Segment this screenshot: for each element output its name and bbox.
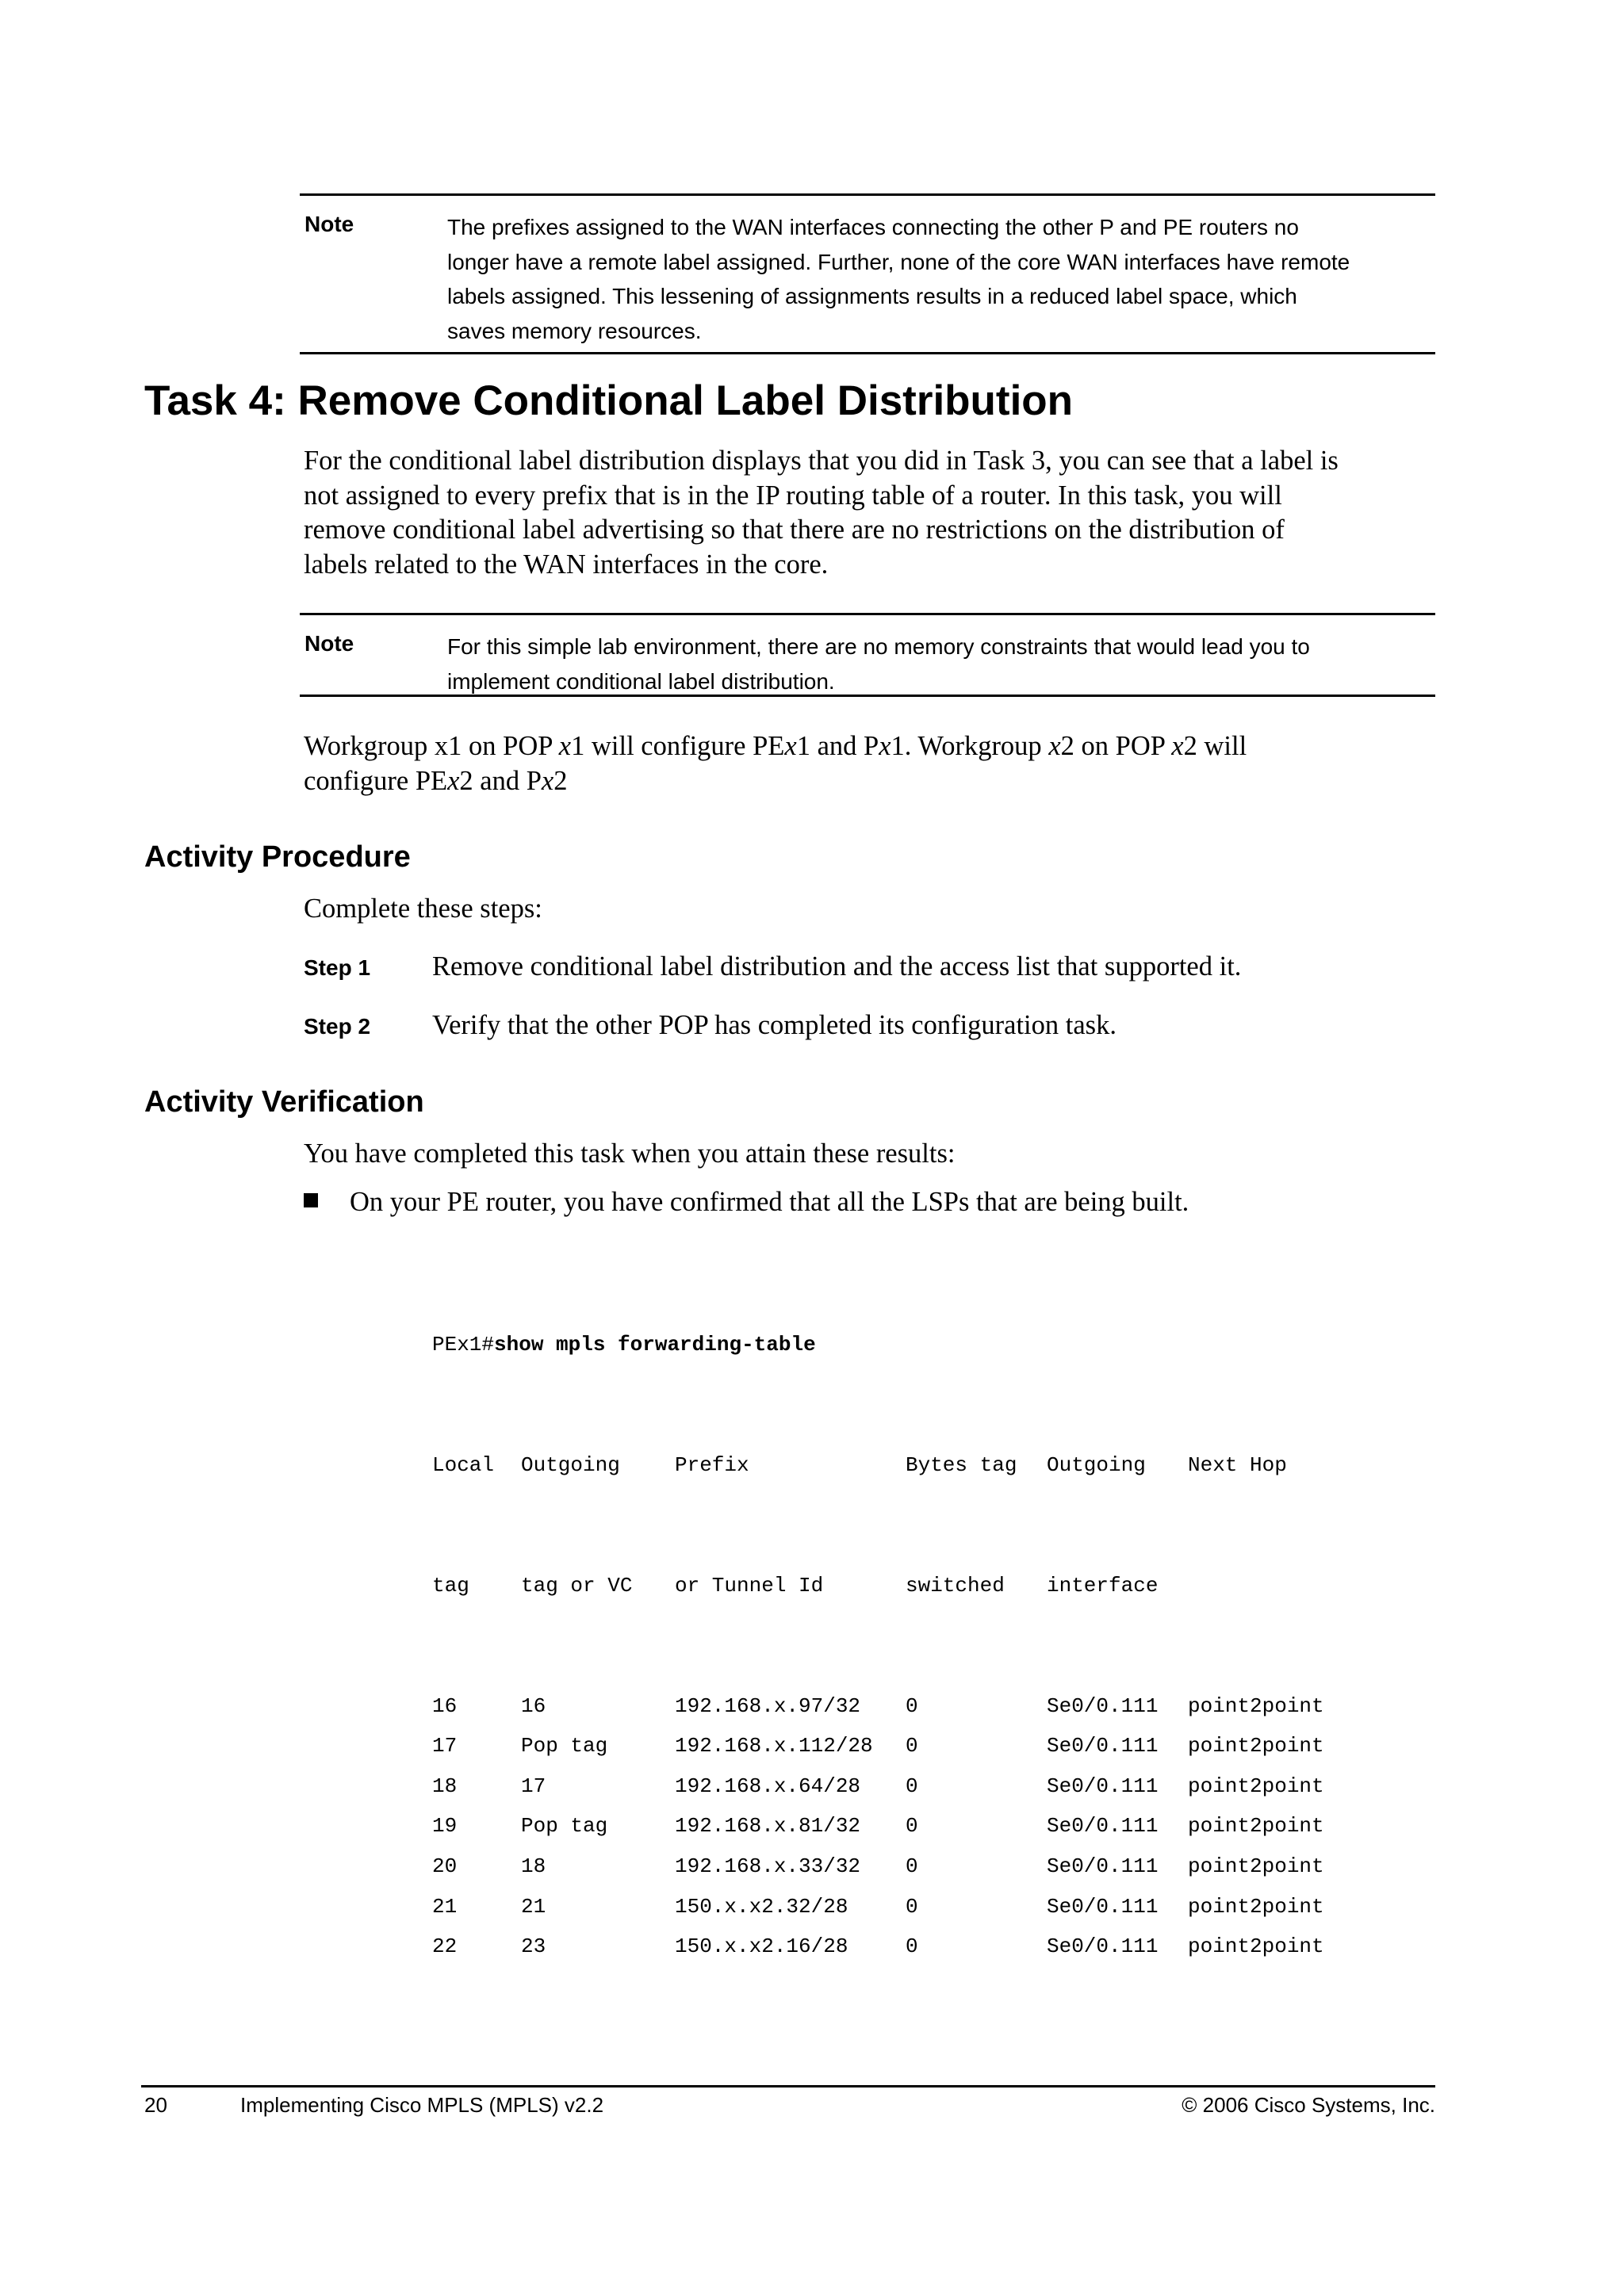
header-cell: Outgoing	[521, 1452, 620, 1477]
table-row	[432, 1806, 1324, 1846]
table-cell: 17	[432, 1734, 458, 1758]
table-cell: Se0/0.111	[1047, 1934, 1159, 1959]
intro-paragraph	[304, 444, 1438, 582]
note-line: The prefixes assigned to the WAN interfaces connecting the other P and PE routers no	[447, 215, 1299, 239]
note-text	[447, 210, 1431, 348]
table-cell: 192.168.x.64/28	[675, 1774, 861, 1798]
table-cell: 18	[432, 1774, 458, 1798]
table-cell: 16	[432, 1693, 458, 1718]
table-cell: point2point	[1188, 1774, 1324, 1798]
table-cell: 0	[906, 1854, 918, 1878]
header-cell: interface	[1047, 1573, 1159, 1598]
cli-prompt: PEx1#	[432, 1333, 495, 1357]
table-cell: 17	[521, 1774, 546, 1798]
table-row	[432, 1927, 1324, 1967]
bullet-square-icon	[304, 1193, 318, 1207]
table-cell: 0	[906, 1934, 918, 1959]
table-cell: point2point	[1188, 1854, 1324, 1878]
header-cell: tag	[432, 1573, 469, 1598]
note-line: saves memory resources.	[447, 318, 702, 343]
table-header-row	[432, 1445, 1287, 1486]
step-label: Step 1	[304, 955, 371, 980]
table-cell: 21	[521, 1894, 546, 1919]
footer-title: Implementing Cisco MPLS (MPLS) v2.2	[240, 2093, 604, 2117]
header-cell: Bytes tag	[906, 1452, 1017, 1477]
step-text: Verify that the other POP has completed its configuration task.	[432, 1010, 1116, 1040]
table-cell: Se0/0.111	[1047, 1894, 1159, 1919]
table-cell: Se0/0.111	[1047, 1734, 1159, 1758]
table-cell: 0	[906, 1894, 918, 1919]
intro-line: remove conditional label advertising so that there are no restrictions on the distribution of	[304, 515, 1285, 545]
workgroup-line-1: Workgroup x1 on POP x1 will configure PEx1 and Px1. Workgroup x2 on POP x2 will	[304, 731, 1247, 761]
table-cell: point2point	[1188, 1934, 1324, 1959]
table-cell: 21	[432, 1894, 458, 1919]
table-cell: 0	[906, 1734, 918, 1758]
table-cell: 192.168.x.112/28	[675, 1734, 873, 1758]
table-cell: 0	[906, 1814, 918, 1839]
code-block	[432, 1245, 1324, 2007]
table-cell: Se0/0.111	[1047, 1854, 1159, 1878]
verification-intro: You have completed this task when you attain these results:	[304, 1138, 956, 1169]
note-box-1	[300, 193, 1435, 354]
note-text	[447, 629, 1431, 698]
table-cell: 23	[521, 1934, 546, 1959]
table-cell: 18	[521, 1854, 546, 1878]
note-line: For this simple lab environment, there are no memory constraints that would lead you to	[447, 634, 1310, 659]
table-cell: Se0/0.111	[1047, 1814, 1159, 1839]
note-line: labels assigned. This lessening of assignments results in a reduced label space, which	[447, 284, 1297, 308]
note-label: Note	[304, 631, 354, 656]
table-cell: Pop tag	[521, 1734, 608, 1758]
intro-line: not assigned to every prefix that is in the IP routing table of a router. In this task, you will	[304, 480, 1282, 511]
note-line: longer have a remote label assigned. Further, none of the core WAN interfaces have remote	[447, 249, 1350, 274]
table-cell: Se0/0.111	[1047, 1774, 1159, 1798]
procedure-intro: Complete these steps:	[304, 894, 542, 924]
step-1	[304, 951, 1241, 982]
table-row	[432, 1887, 1324, 1927]
table-cell: 192.168.x.81/32	[675, 1814, 861, 1839]
note-line: implement conditional label distribution.	[447, 668, 835, 694]
table-cell: 192.168.x.97/32	[675, 1693, 861, 1718]
task-title: Task 4: Remove Conditional Label Distribution	[144, 377, 1074, 424]
table-cell: 20	[432, 1854, 458, 1878]
table-body	[432, 1686, 1324, 1967]
verification-heading: Activity Verification	[144, 1085, 424, 1119]
table-cell: 150.x.x2.16/28	[675, 1934, 848, 1959]
table-cell: point2point	[1188, 1814, 1324, 1839]
table-row	[432, 1726, 1324, 1766]
bullet-text: On your PE router, you have confirmed that all the LSPs that are being built.	[350, 1187, 1189, 1217]
workgroup-paragraph	[304, 729, 1438, 798]
table-row	[432, 1846, 1324, 1887]
table-cell: 150.x.x2.32/28	[675, 1894, 848, 1919]
intro-line: labels related to the WAN interfaces in the core.	[304, 549, 829, 580]
footer-copyright: © 2006 Cisco Systems, Inc.	[1182, 2093, 1435, 2117]
step-2	[304, 1010, 1116, 1041]
page-number: 20	[144, 2093, 167, 2117]
footer-rule	[141, 2085, 1435, 2087]
header-cell: switched	[906, 1573, 1005, 1598]
header-cell: Local	[432, 1452, 495, 1477]
bullet-item	[304, 1187, 1189, 1218]
table-row	[432, 1686, 1324, 1727]
note-label: Note	[304, 212, 354, 236]
table-cell: point2point	[1188, 1693, 1324, 1718]
header-cell: or Tunnel Id	[675, 1573, 824, 1598]
table-cell: Se0/0.111	[1047, 1693, 1159, 1718]
header-cell: Next Hop	[1188, 1452, 1287, 1477]
table-cell: 19	[432, 1814, 458, 1839]
note-box-2	[300, 613, 1435, 697]
workgroup-line-2: configure PEx2 and Px2	[304, 765, 568, 796]
header-cell: tag or VC	[521, 1573, 633, 1598]
cli-command: show mpls forwarding-table	[494, 1333, 816, 1357]
table-cell: 192.168.x.33/32	[675, 1854, 861, 1878]
table-cell: 0	[906, 1693, 918, 1718]
table-cell: Pop tag	[521, 1814, 608, 1839]
header-cell: Prefix	[675, 1452, 749, 1477]
table-cell: point2point	[1188, 1894, 1324, 1919]
table-header-row	[432, 1566, 1159, 1606]
table-cell: 22	[432, 1934, 458, 1959]
table-cell: 16	[521, 1693, 546, 1718]
intro-line: For the conditional label distribution displays that you did in Task 3, you can see that a label is	[304, 446, 1339, 476]
procedure-heading: Activity Procedure	[144, 840, 411, 874]
table-cell: point2point	[1188, 1734, 1324, 1758]
step-label: Step 2	[304, 1014, 371, 1039]
header-cell: Outgoing	[1047, 1452, 1146, 1477]
step-text: Remove conditional label distribution and the access list that supported it.	[432, 951, 1242, 982]
command-line	[432, 1325, 816, 1365]
table-cell: 0	[906, 1774, 918, 1798]
table-row	[432, 1766, 1324, 1807]
